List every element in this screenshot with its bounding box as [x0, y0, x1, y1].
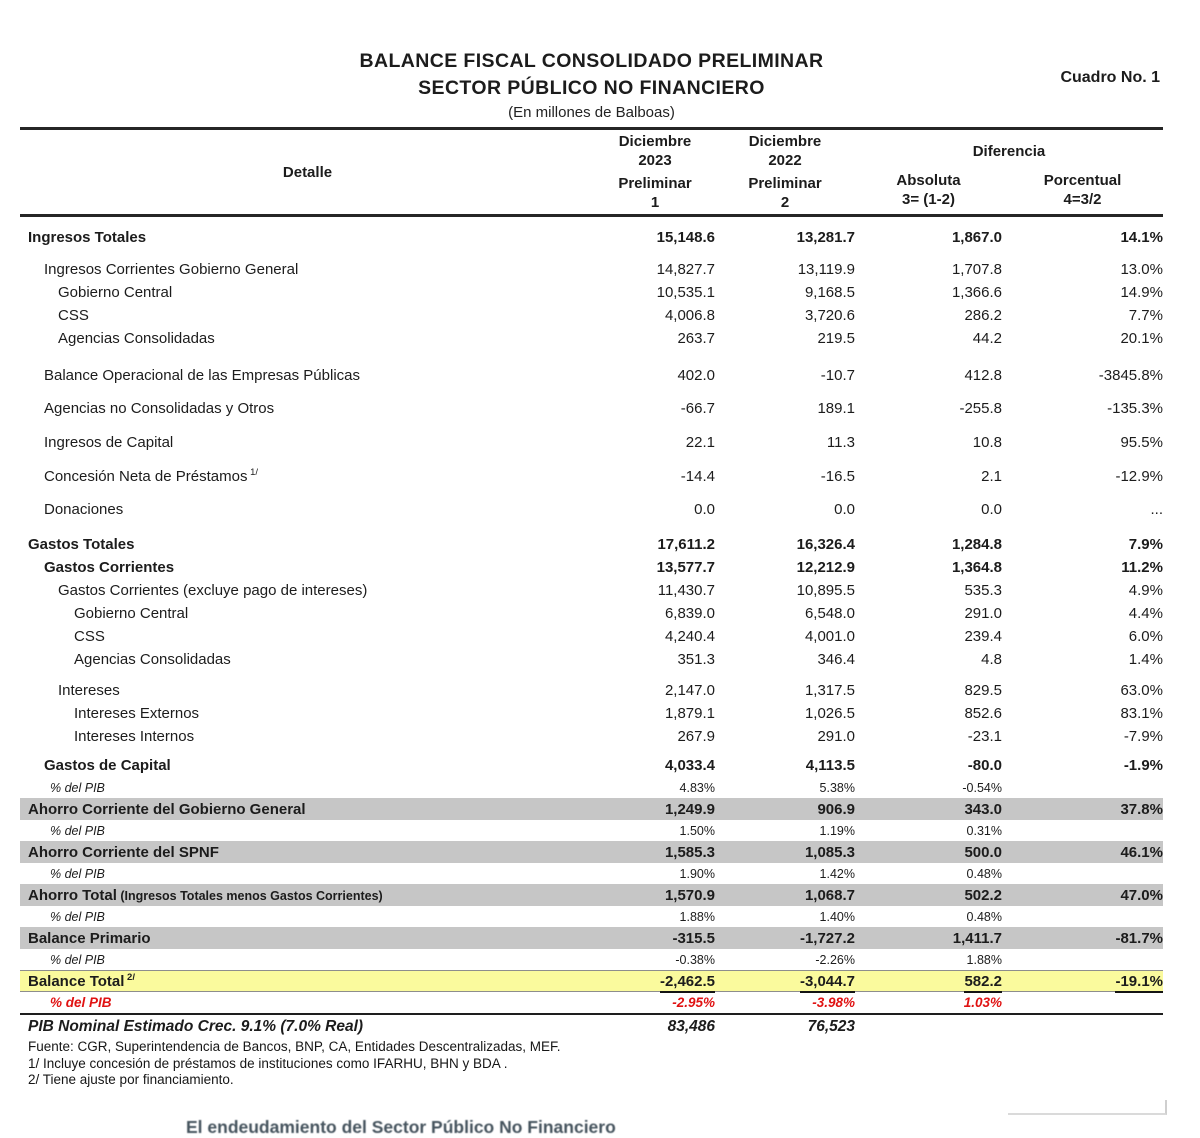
cell-col1: 351.3	[677, 651, 715, 668]
cell-col4: 1.4%	[1128, 651, 1163, 668]
table-row	[20, 625, 1163, 648]
table-row	[20, 579, 1163, 602]
cell-col4: 14.9%	[1120, 284, 1163, 301]
header-text: Preliminar	[748, 175, 822, 192]
cell-col1: 14,827.7	[656, 261, 715, 278]
table-row	[20, 702, 1163, 725]
header-diferencia: Diferencia	[972, 143, 1046, 160]
table-row	[20, 798, 1163, 820]
cell-col3: 1,366.6	[951, 284, 1002, 301]
table-body	[20, 217, 1163, 1013]
cell-col4: 46.1%	[1120, 843, 1163, 861]
cell-col2: 5.38%	[819, 780, 855, 795]
cell-col2: -1,727.2	[799, 929, 855, 947]
row-label: Gastos de Capital	[44, 757, 171, 774]
table-row	[20, 884, 1163, 906]
cell-col3: 0.48%	[966, 909, 1002, 924]
cell-col1: 1.88%	[679, 909, 715, 924]
footnotes	[20, 1039, 1163, 1089]
cell-col3: 1,707.8	[951, 261, 1002, 278]
cell-col4: 37.8%	[1120, 800, 1163, 818]
table-row	[20, 431, 1163, 454]
pib-nominal-row	[20, 1015, 1163, 1038]
cell-col3: 582.2	[855, 973, 1002, 990]
cell-col4: 4.4%	[1128, 605, 1163, 622]
table-row	[20, 533, 1163, 556]
fiscal-balance-table	[20, 127, 1163, 1089]
table-row	[20, 927, 1163, 949]
cell-col4: 14.1%	[1120, 229, 1163, 246]
pib-nominal-2022: 76,523	[807, 1017, 855, 1035]
cell-col2: 13,281.7	[796, 229, 855, 246]
table-row	[20, 992, 1163, 1013]
cell-col3: 1.03%	[963, 995, 1002, 1010]
cell-col3: 286.2	[964, 307, 1002, 324]
cutoff-next-section-text: El endeudamiento del Sector Público No Financiero	[186, 1117, 616, 1137]
table-row	[20, 841, 1163, 863]
cell-col3: 291.0	[964, 605, 1002, 622]
table-row	[20, 465, 1163, 488]
cell-col1: 22.1	[685, 434, 715, 451]
row-label: Concesión Neta de Préstamos $^{1/}$	[44, 467, 258, 485]
header-text: Diciembre	[618, 133, 692, 150]
cell-col3: 10.8	[972, 434, 1002, 451]
cell-col4: 7.9%	[1128, 536, 1163, 553]
cell-col2: 906.9	[817, 800, 855, 818]
page-title-line1: BALANCE FISCAL CONSOLIDADO PRELIMINAR	[359, 50, 824, 72]
table-row	[20, 970, 1163, 992]
pib-nominal-label: PIB Nominal Estimado Crec. 9.1% (7.0% Real)	[28, 1017, 364, 1035]
cell-col3: -255.8	[959, 400, 1002, 417]
cell-col3: 44.2	[972, 330, 1002, 347]
footnote-1: 1/ Incluye concesión de préstamos de instituciones como IFARHU, BHN y BDA .	[28, 1055, 508, 1071]
cell-col1: 1,585.3	[664, 843, 715, 861]
cell-col4: -3845.8%	[1098, 367, 1163, 384]
cuadro-label: Cuadro No. 1	[1060, 69, 1160, 86]
cell-col1: 2,147.0	[664, 682, 715, 699]
cell-col1: 11,430.7	[657, 582, 715, 599]
table-row	[20, 364, 1163, 387]
row-label: % del PIB	[50, 995, 112, 1010]
cell-col4: ...	[1150, 501, 1163, 518]
header-text: Porcentual	[1043, 172, 1122, 189]
cell-col1: 4,240.4	[664, 628, 715, 645]
cell-col3: 1,411.7	[952, 929, 1002, 947]
table-row	[20, 863, 1163, 884]
row-label: Gobierno Central	[74, 605, 189, 622]
cell-col1: 10,535.1	[656, 284, 715, 301]
title-block	[20, 48, 1163, 124]
cell-col1: 1,249.9	[664, 800, 715, 818]
cell-col4: -135.3%	[1107, 400, 1163, 417]
cell-col4: 83.1%	[1120, 705, 1163, 722]
cell-col1: 13,577.7	[656, 559, 715, 576]
cell-col1: -66.7	[680, 400, 715, 417]
table-row	[20, 906, 1163, 927]
table-row	[20, 725, 1163, 748]
cell-col1: 1,570.9	[664, 886, 715, 904]
cell-col3: 0.0	[981, 501, 1002, 518]
header-text: 2022	[768, 152, 802, 169]
cell-col3: 535.3	[964, 582, 1002, 599]
cell-col3: 0.31%	[966, 823, 1002, 838]
row-label: % del PIB	[50, 823, 105, 838]
table-row	[20, 754, 1163, 777]
header-text: 4=3/2	[1063, 191, 1102, 208]
table-row	[20, 949, 1163, 970]
cell-col2: 1,068.7	[804, 886, 855, 904]
cell-col3: 1.88%	[966, 952, 1002, 967]
cell-col2: 4,113.5	[805, 757, 855, 774]
cell-col1: 6,839.0	[664, 605, 715, 622]
cell-col2: 219.5	[817, 330, 855, 347]
cell-col2: -3,044.7	[715, 973, 855, 990]
cell-col4: 47.0%	[1120, 886, 1163, 904]
cell-col2: 1,085.3	[804, 843, 855, 861]
cell-col1: 263.7	[677, 330, 715, 347]
cell-col3: 0.48%	[966, 866, 1002, 881]
cell-col2: 11.3	[826, 434, 855, 451]
cell-col4: -7.9%	[1123, 728, 1163, 745]
cell-col2: 0.0	[834, 501, 855, 518]
header-col-absoluta	[855, 171, 1002, 209]
table-row	[20, 281, 1163, 304]
row-label: % del PIB	[50, 952, 105, 967]
row-label: % del PIB	[50, 866, 105, 881]
cell-col1: 0.0	[694, 501, 715, 518]
row-label: Ahorro Corriente del Gobierno General	[28, 800, 306, 818]
cell-col3: 829.5	[964, 682, 1002, 699]
row-label: Ingresos Corrientes Gobierno General	[44, 261, 299, 278]
table-row	[20, 777, 1163, 798]
cell-col2: -3.98%	[812, 995, 855, 1010]
cell-col1: 1,879.1	[664, 705, 715, 722]
header-text: 3= (1-2)	[902, 191, 955, 208]
row-label: Balance Primario	[28, 929, 151, 947]
cell-col4: 7.7%	[1128, 307, 1163, 324]
table-row	[20, 820, 1163, 841]
row-label: Intereses Internos	[74, 728, 195, 745]
cell-col3: -80.0	[967, 757, 1002, 774]
cell-col1: 4,033.4	[664, 757, 715, 774]
cell-col2: -2.26%	[815, 952, 855, 967]
cell-col4: -19.1%	[1002, 973, 1163, 990]
table-row	[20, 397, 1163, 420]
cell-col3: 4.8	[981, 651, 1002, 668]
table-header	[20, 127, 1163, 217]
cell-col2: 3,720.6	[804, 307, 855, 324]
cell-col3: 2.1	[981, 468, 1002, 485]
row-label: Gastos Corrientes	[44, 559, 175, 576]
cell-col2: 16,326.4	[796, 536, 855, 553]
cell-col2: 346.4	[817, 651, 855, 668]
table-row	[20, 304, 1163, 327]
row-label: % del PIB	[50, 909, 105, 924]
row-label: Ingresos Totales	[28, 229, 147, 246]
row-label: Gastos Corrientes (excluye pago de intereses)	[58, 582, 368, 599]
cell-col2: 1,317.5	[804, 682, 855, 699]
header-text: Diciembre	[748, 133, 822, 150]
cell-col1: -2.95%	[672, 995, 715, 1010]
table-row	[20, 602, 1163, 625]
pib-nominal-2023: 83,486	[667, 1017, 715, 1035]
header-text: 2023	[638, 152, 672, 169]
cell-col1: 17,611.2	[657, 536, 715, 553]
cell-col4: -81.7%	[1115, 929, 1163, 947]
cell-col2: 10,895.5	[796, 582, 855, 599]
cell-col2: 4,001.0	[804, 628, 855, 645]
row-label: % del PIB	[50, 780, 105, 795]
cell-col2: 1.40%	[819, 909, 855, 924]
table-row	[20, 258, 1163, 281]
cell-col3: 852.6	[964, 705, 1002, 722]
header-text: Absoluta	[896, 172, 961, 189]
cell-col1: -14.4	[680, 468, 715, 485]
cell-col4: 13.0%	[1120, 261, 1163, 278]
row-label: Ahorro Total (Ingresos Totales menos Gastos Corrientes)	[28, 886, 383, 904]
cell-col3: 1,284.8	[951, 536, 1002, 553]
table-row	[20, 498, 1163, 521]
cell-col2: 13,119.9	[797, 261, 855, 278]
row-label: Donaciones	[44, 501, 124, 518]
table-row	[20, 556, 1163, 579]
row-label: Agencias Consolidadas	[58, 330, 215, 347]
row-label: Intereses Externos	[74, 705, 200, 722]
cell-col4: 63.0%	[1120, 682, 1163, 699]
row-label: Ingresos de Capital	[44, 434, 174, 451]
cell-col1: 4.83%	[679, 780, 715, 795]
row-label: Ahorro Corriente del SPNF	[28, 843, 219, 861]
table-row	[20, 327, 1163, 350]
header-text: 2	[780, 194, 790, 211]
faint-corner-line	[1008, 1100, 1167, 1115]
cell-col3: 500.0	[964, 843, 1002, 861]
header-detalle: Detalle	[282, 163, 333, 181]
cell-col1: -315.5	[672, 929, 715, 947]
header-col-porcentual	[1002, 171, 1163, 209]
cell-col1: 267.9	[677, 728, 715, 745]
cell-col4: 6.0%	[1128, 628, 1163, 645]
row-label: Gobierno Central	[58, 284, 173, 301]
cell-col2: 1,026.5	[804, 705, 855, 722]
cell-col1: -2,462.5	[595, 973, 715, 990]
row-label: Agencias no Consolidadas y Otros	[44, 400, 275, 417]
cell-col1: -0.38%	[675, 952, 715, 967]
table-row	[20, 648, 1163, 671]
cell-col2: 9,168.5	[804, 284, 855, 301]
footnote-source: Fuente: CGR, Superintendencia de Bancos, BNP, CA, Entidades Descentralizadas, MEF.	[28, 1039, 561, 1054]
cell-col4: 4.9%	[1128, 582, 1163, 599]
cell-col4: 95.5%	[1120, 434, 1163, 451]
row-label: Intereses	[58, 682, 120, 699]
cell-col3: 1,867.0	[951, 229, 1002, 246]
cell-col3: 502.2	[964, 886, 1002, 904]
header-text: 1	[650, 194, 660, 211]
cell-col1: 4,006.8	[664, 307, 715, 324]
cell-col3: -0.54%	[962, 780, 1002, 795]
header-diferencia-group	[855, 132, 1163, 212]
table-row	[20, 226, 1163, 249]
cell-col1: 1.50%	[679, 823, 715, 838]
cell-col3: 412.8	[964, 367, 1002, 384]
cell-col2: 12,212.9	[796, 559, 855, 576]
cell-col3: 343.0	[964, 800, 1002, 818]
cell-col3: 239.4	[964, 628, 1002, 645]
page-subtitle: (En millones de Balboas)	[508, 104, 675, 121]
cell-col2: 189.1	[817, 400, 855, 417]
row-label: Balance Operacional de las Empresas Públicas	[44, 367, 361, 384]
cell-col1: 402.0	[677, 367, 715, 384]
cell-col3: -23.1	[967, 728, 1002, 745]
row-label: CSS	[58, 307, 89, 324]
table-row	[20, 679, 1163, 702]
header-col-dec2022	[715, 132, 855, 212]
cell-col3: 1,364.8	[951, 559, 1002, 576]
footnote-2: 2/ Tiene ajuste por financiamiento.	[28, 1072, 234, 1087]
cell-col2: 1.42%	[819, 866, 855, 881]
row-label: Balance Total $^{2/}$	[28, 971, 135, 990]
row-label: CSS	[74, 628, 105, 645]
cell-col2: -16.5	[820, 468, 855, 485]
header-col-dec2023	[595, 132, 715, 212]
cell-col1: 15,148.6	[656, 229, 715, 246]
row-label: Gastos Totales	[28, 536, 135, 553]
cell-col4: 11.2%	[1121, 559, 1163, 576]
page-title-line2: SECTOR PÚBLICO NO FINANCIERO	[418, 77, 765, 99]
cell-col4: -12.9%	[1115, 468, 1163, 485]
cell-col2: 6,548.0	[804, 605, 855, 622]
cell-col2: -10.7	[820, 367, 855, 384]
cell-col1: 1.90%	[679, 866, 715, 881]
cell-col4: -1.9%	[1123, 757, 1163, 774]
cell-col4: 20.1%	[1120, 330, 1163, 347]
cell-col2: 291.0	[817, 728, 855, 745]
row-label: Agencias Consolidadas	[74, 651, 231, 668]
cell-col2: 1.19%	[819, 823, 855, 838]
header-text: Preliminar	[618, 175, 692, 192]
